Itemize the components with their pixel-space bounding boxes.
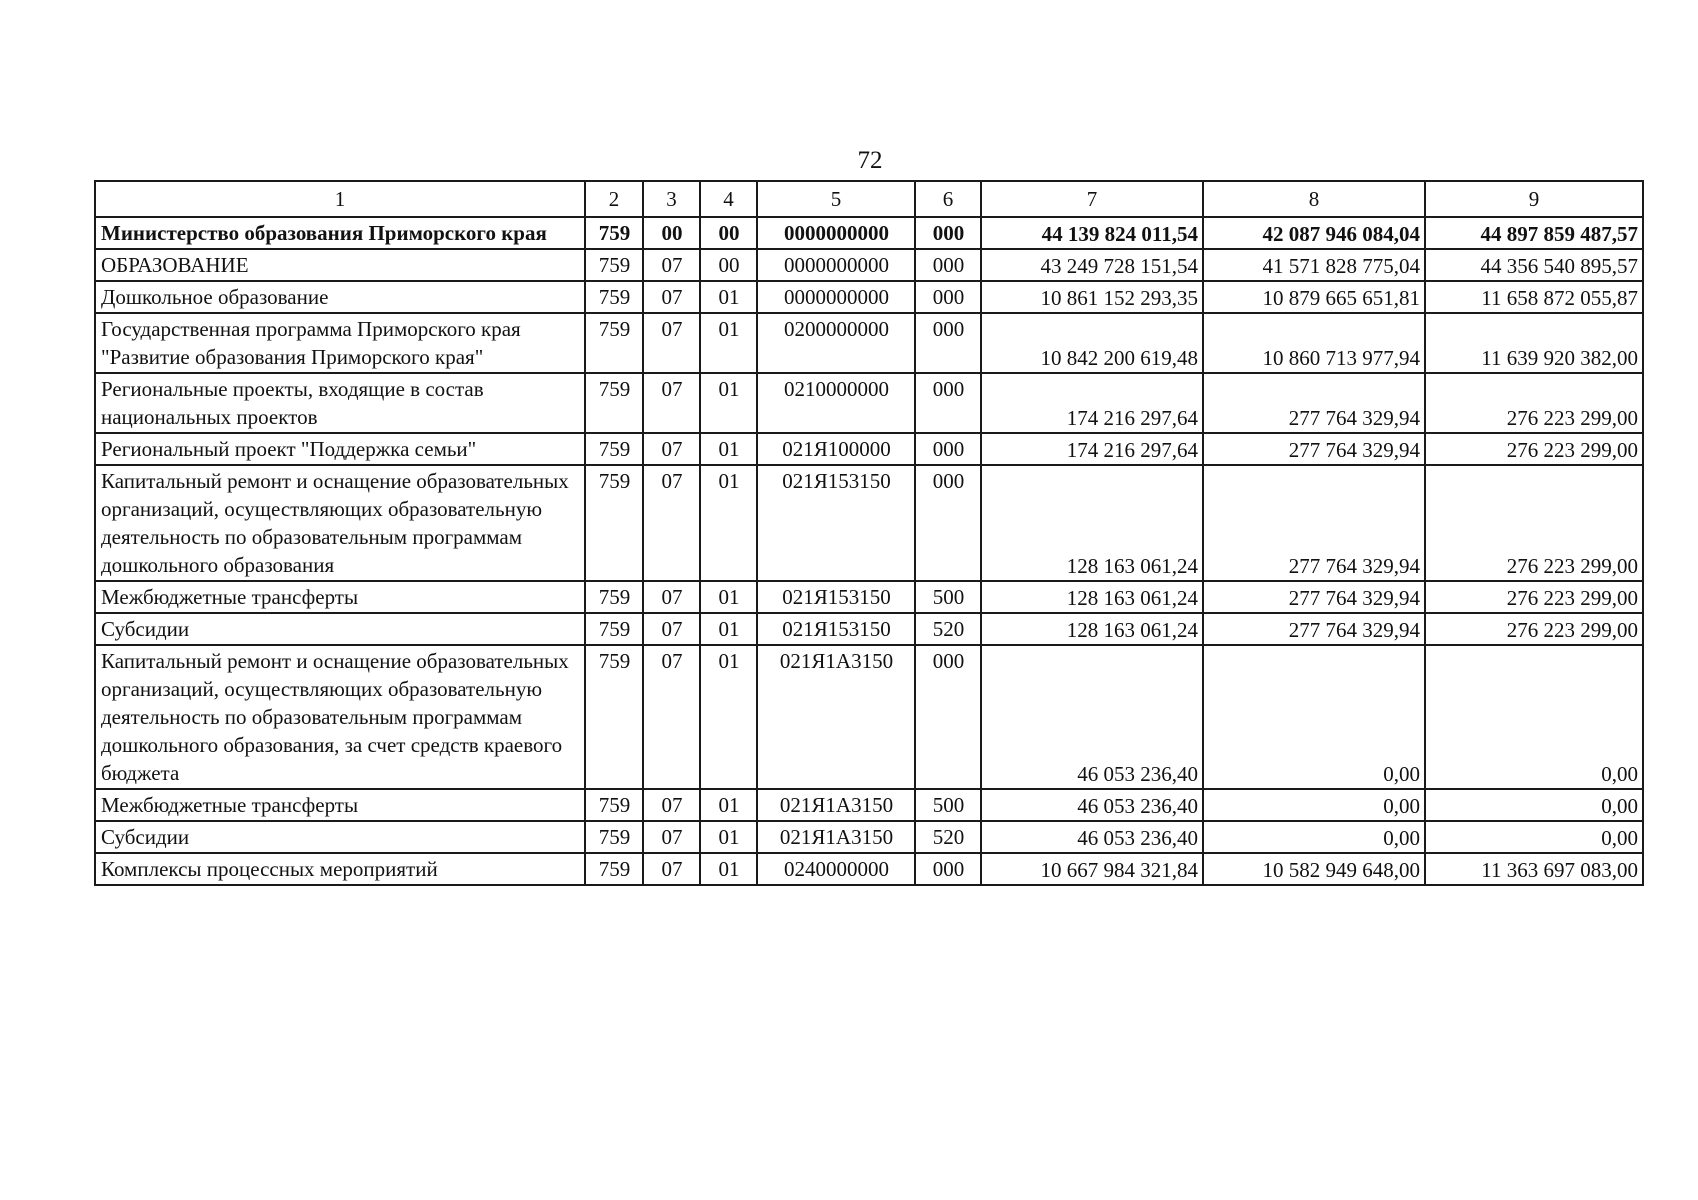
table-row (95, 313, 1643, 373)
amount-cell-col9: 276 223 299,00 (1425, 433, 1643, 465)
amount-cell-col8: 10 879 665 651,81 (1203, 281, 1425, 313)
amount-cell-col7: 44 139 824 011,54 (981, 217, 1203, 249)
table-row (95, 645, 1643, 789)
table-header (95, 181, 1643, 217)
code-cell-col4: 01 (700, 433, 757, 465)
code-cell-col3: 07 (643, 465, 700, 581)
code-cell-col5: 021Я153150 (757, 613, 915, 645)
item-name-cell: Дошкольное образование (95, 281, 585, 313)
amount-cell-col8: 0,00 (1203, 821, 1425, 853)
code-cell-col4: 01 (700, 821, 757, 853)
code-cell-col5: 0000000000 (757, 249, 915, 281)
amount-cell-col7: 174 216 297,64 (981, 373, 1203, 433)
header-cell-3: 3 (643, 181, 700, 217)
code-cell-col2: 759 (585, 313, 643, 373)
code-cell-col6: 520 (915, 613, 981, 645)
code-cell-col5: 0240000000 (757, 853, 915, 885)
amount-cell-col7: 46 053 236,40 (981, 821, 1203, 853)
code-cell-col2: 759 (585, 821, 643, 853)
header-cell-1: 1 (95, 181, 585, 217)
code-cell-col6: 000 (915, 373, 981, 433)
code-cell-col4: 01 (700, 281, 757, 313)
table-row (95, 281, 1643, 313)
code-cell-col3: 07 (643, 281, 700, 313)
code-cell-col4: 01 (700, 465, 757, 581)
code-cell-col6: 000 (915, 217, 981, 249)
table-row (95, 853, 1643, 885)
code-cell-col5: 021Я1А3150 (757, 789, 915, 821)
amount-cell-col9: 0,00 (1425, 789, 1643, 821)
amount-cell-col7: 128 163 061,24 (981, 581, 1203, 613)
code-cell-col6: 000 (915, 645, 981, 789)
code-cell-col6: 000 (915, 853, 981, 885)
code-cell-col4: 01 (700, 373, 757, 433)
amount-cell-col8: 277 764 329,94 (1203, 465, 1425, 581)
code-cell-col3: 00 (643, 217, 700, 249)
code-cell-col2: 759 (585, 373, 643, 433)
amount-cell-col7: 46 053 236,40 (981, 789, 1203, 821)
code-cell-col3: 07 (643, 613, 700, 645)
code-cell-col3: 07 (643, 789, 700, 821)
code-cell-col3: 07 (643, 853, 700, 885)
item-name-cell: Межбюджетные трансферты (95, 581, 585, 613)
code-cell-col2: 759 (585, 465, 643, 581)
table-row (95, 789, 1643, 821)
item-name-cell: Комплексы процессных мероприятий (95, 853, 585, 885)
amount-cell-col9: 44 897 859 487,57 (1425, 217, 1643, 249)
code-cell-col2: 759 (585, 645, 643, 789)
code-cell-col4: 00 (700, 217, 757, 249)
item-name-cell: Межбюджетные трансферты (95, 789, 585, 821)
header-cell-7: 7 (981, 181, 1203, 217)
table-row (95, 433, 1643, 465)
item-name-cell: Субсидии (95, 821, 585, 853)
code-cell-col6: 000 (915, 313, 981, 373)
code-cell-col2: 759 (585, 433, 643, 465)
table-row (95, 217, 1643, 249)
code-cell-col5: 021Я100000 (757, 433, 915, 465)
code-cell-col5: 0210000000 (757, 373, 915, 433)
item-name-cell: Капитальный ремонт и оснащение образовательных организаций, осуществляющих образовательную деятельность по образовательным программам дошкольного образования, за счет средств краевого бюджета (95, 645, 585, 789)
item-name-cell: Министерство образования Приморского края (95, 217, 585, 249)
amount-cell-col8: 10 860 713 977,94 (1203, 313, 1425, 373)
header-cell-5: 5 (757, 181, 915, 217)
code-cell-col3: 07 (643, 313, 700, 373)
code-cell-col3: 07 (643, 581, 700, 613)
amount-cell-col9: 11 658 872 055,87 (1425, 281, 1643, 313)
code-cell-col5: 0200000000 (757, 313, 915, 373)
code-cell-col4: 01 (700, 853, 757, 885)
code-cell-col2: 759 (585, 581, 643, 613)
header-cell-8: 8 (1203, 181, 1425, 217)
table-body (95, 217, 1643, 885)
table-row (95, 465, 1643, 581)
budget-table (94, 180, 1644, 886)
amount-cell-col7: 46 053 236,40 (981, 645, 1203, 789)
header-cell-9: 9 (1425, 181, 1643, 217)
code-cell-col3: 07 (643, 433, 700, 465)
code-cell-col4: 00 (700, 249, 757, 281)
table-row (95, 249, 1643, 281)
header-cell-4: 4 (700, 181, 757, 217)
code-cell-col4: 01 (700, 613, 757, 645)
code-cell-col5: 021Я1А3150 (757, 821, 915, 853)
amount-cell-col7: 174 216 297,64 (981, 433, 1203, 465)
header-cell-6: 6 (915, 181, 981, 217)
code-cell-col2: 759 (585, 249, 643, 281)
code-cell-col4: 01 (700, 581, 757, 613)
code-cell-col6: 000 (915, 433, 981, 465)
item-name-cell: Капитальный ремонт и оснащение образовательных организаций, осуществляющих образовательную деятельность по образовательным программам дошкольного образования (95, 465, 585, 581)
header-row (95, 181, 1643, 217)
amount-cell-col9: 276 223 299,00 (1425, 581, 1643, 613)
code-cell-col3: 07 (643, 821, 700, 853)
code-cell-col2: 759 (585, 281, 643, 313)
amount-cell-col9: 11 363 697 083,00 (1425, 853, 1643, 885)
amount-cell-col8: 0,00 (1203, 645, 1425, 789)
code-cell-col5: 0000000000 (757, 281, 915, 313)
item-name-cell: Региональные проекты, входящие в состав национальных проектов (95, 373, 585, 433)
amount-cell-col8: 0,00 (1203, 789, 1425, 821)
item-name-cell: Региональный проект "Поддержка семьи" (95, 433, 585, 465)
code-cell-col5: 021Я1А3150 (757, 645, 915, 789)
amount-cell-col7: 43 249 728 151,54 (981, 249, 1203, 281)
amount-cell-col8: 10 582 949 648,00 (1203, 853, 1425, 885)
code-cell-col6: 520 (915, 821, 981, 853)
amount-cell-col9: 276 223 299,00 (1425, 613, 1643, 645)
code-cell-col2: 759 (585, 613, 643, 645)
code-cell-col6: 000 (915, 465, 981, 581)
amount-cell-col8: 42 087 946 084,04 (1203, 217, 1425, 249)
amount-cell-col8: 277 764 329,94 (1203, 433, 1425, 465)
amount-cell-col9: 276 223 299,00 (1425, 465, 1643, 581)
code-cell-col2: 759 (585, 217, 643, 249)
code-cell-col6: 000 (915, 249, 981, 281)
amount-cell-col7: 10 667 984 321,84 (981, 853, 1203, 885)
item-name-cell: Государственная программа Приморского края "Развитие образования Приморского края" (95, 313, 585, 373)
amount-cell-col8: 277 764 329,94 (1203, 613, 1425, 645)
table-row (95, 613, 1643, 645)
code-cell-col2: 759 (585, 853, 643, 885)
table-row (95, 581, 1643, 613)
table-row (95, 821, 1643, 853)
code-cell-col6: 000 (915, 281, 981, 313)
table-row (95, 373, 1643, 433)
amount-cell-col8: 277 764 329,94 (1203, 581, 1425, 613)
header-cell-2: 2 (585, 181, 643, 217)
code-cell-col3: 07 (643, 249, 700, 281)
item-name-cell: Субсидии (95, 613, 585, 645)
item-name-cell: ОБРАЗОВАНИЕ (95, 249, 585, 281)
amount-cell-col9: 44 356 540 895,57 (1425, 249, 1643, 281)
amount-cell-col7: 10 842 200 619,48 (981, 313, 1203, 373)
amount-cell-col7: 128 163 061,24 (981, 465, 1203, 581)
amount-cell-col9: 0,00 (1425, 645, 1643, 789)
amount-cell-col7: 10 861 152 293,35 (981, 281, 1203, 313)
page-number: 72 (857, 147, 883, 174)
amount-cell-col8: 277 764 329,94 (1203, 373, 1425, 433)
amount-cell-col8: 41 571 828 775,04 (1203, 249, 1425, 281)
amount-cell-col9: 276 223 299,00 (1425, 373, 1643, 433)
code-cell-col4: 01 (700, 645, 757, 789)
code-cell-col2: 759 (585, 789, 643, 821)
code-cell-col3: 07 (643, 645, 700, 789)
code-cell-col5: 021Я153150 (757, 465, 915, 581)
code-cell-col6: 500 (915, 581, 981, 613)
code-cell-col5: 0000000000 (757, 217, 915, 249)
code-cell-col6: 500 (915, 789, 981, 821)
amount-cell-col7: 128 163 061,24 (981, 613, 1203, 645)
code-cell-col5: 021Я153150 (757, 581, 915, 613)
code-cell-col3: 07 (643, 373, 700, 433)
code-cell-col4: 01 (700, 789, 757, 821)
code-cell-col4: 01 (700, 313, 757, 373)
amount-cell-col9: 0,00 (1425, 821, 1643, 853)
amount-cell-col9: 11 639 920 382,00 (1425, 313, 1643, 373)
